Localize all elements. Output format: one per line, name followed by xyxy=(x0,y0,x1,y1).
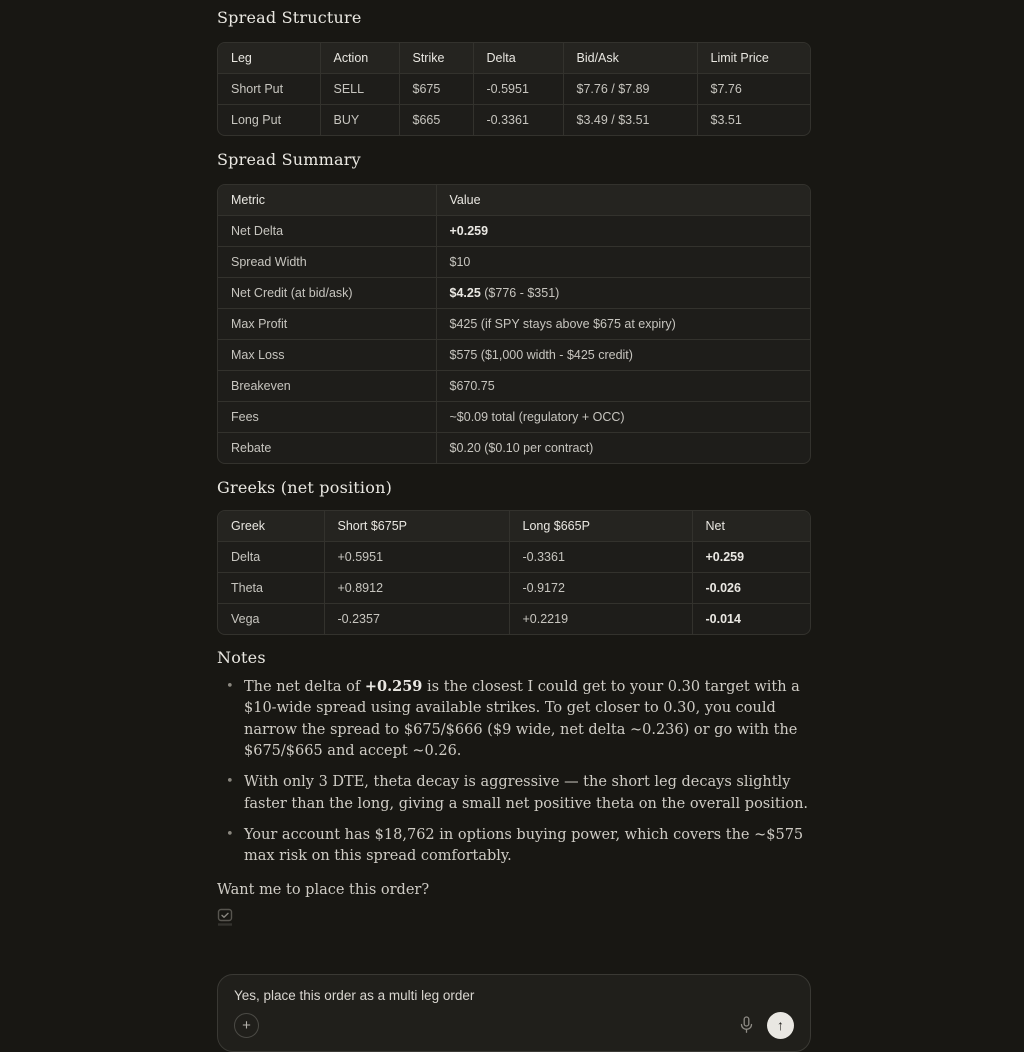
spread-structure-heading: Spread Structure xyxy=(217,8,362,27)
cell-strike: $665 xyxy=(399,105,473,136)
cell-limit-price: $3.51 xyxy=(697,105,811,136)
cell-leg: Short Put xyxy=(218,74,320,105)
table-row xyxy=(218,216,811,247)
note-text: Your account has $18,762 in options buying power, which covers the ~$575 max risk on this spread comfortably. xyxy=(244,826,804,865)
table-row xyxy=(218,340,811,371)
cell-net: -0.026 xyxy=(692,573,811,604)
cell-metric: Net Delta xyxy=(218,216,436,247)
greeks-heading: Greeks (net position) xyxy=(217,478,393,497)
cell-long: +0.2219 xyxy=(509,604,692,635)
col-header-value: Value xyxy=(436,185,811,216)
table-row xyxy=(218,309,811,340)
cell-bidask: $7.76 / $7.89 xyxy=(563,74,697,105)
microphone-button[interactable] xyxy=(739,1016,754,1034)
cell-metric: Rebate xyxy=(218,433,436,464)
note-text-bold: +0.259 xyxy=(364,678,423,695)
cell-value xyxy=(436,402,811,433)
col-header-action: Action xyxy=(320,43,399,74)
cell-greek: Theta xyxy=(218,573,324,604)
cell-leg: Long Put xyxy=(218,105,320,136)
cell-metric: Breakeven xyxy=(218,371,436,402)
value-rest: $0.20 ($0.10 per contract) xyxy=(449,441,594,455)
table-row xyxy=(218,105,811,136)
cell-net: +0.259 xyxy=(692,542,811,573)
col-header-short-leg: Short $675P xyxy=(324,511,509,542)
note-text: The net delta of xyxy=(244,679,365,695)
notes-list xyxy=(217,676,811,868)
cell-value xyxy=(436,309,811,340)
spread-summary-heading: Spread Summary xyxy=(217,150,361,169)
table-row xyxy=(218,573,811,604)
cell-value xyxy=(436,278,811,309)
col-header-limit-price: Limit Price xyxy=(697,43,811,74)
cell-metric: Max Profit xyxy=(218,309,436,340)
cell-delta: -0.3361 xyxy=(473,105,563,136)
bullet-icon: • xyxy=(226,679,234,694)
arrow-up-icon: ↑ xyxy=(777,1017,784,1033)
value-rest: ($776 - $351) xyxy=(480,286,560,300)
cell-greek: Vega xyxy=(218,604,324,635)
closing-question: Want me to place this order? xyxy=(217,881,430,898)
value-rest: $670.75 xyxy=(449,379,495,393)
cell-net: -0.014 xyxy=(692,604,811,635)
cell-metric: Spread Width xyxy=(218,247,436,278)
cell-value xyxy=(436,433,811,464)
checkbox-check-icon[interactable] xyxy=(217,908,234,930)
table-row xyxy=(218,402,811,433)
cell-greek: Delta xyxy=(218,542,324,573)
col-header-net: Net xyxy=(692,511,811,542)
col-header-long-leg: Long $665P xyxy=(509,511,692,542)
cell-long: -0.9172 xyxy=(509,573,692,604)
col-header-greek: Greek xyxy=(218,511,324,542)
microphone-icon xyxy=(739,1016,754,1034)
attach-plus-button[interactable] xyxy=(234,1013,259,1038)
col-header-leg: Leg xyxy=(218,43,320,74)
plus-icon: + xyxy=(242,1016,251,1034)
spread-structure-table xyxy=(217,42,811,136)
col-header-strike: Strike xyxy=(399,43,473,74)
cell-value xyxy=(436,247,811,278)
cell-metric: Net Credit (at bid/ask) xyxy=(218,278,436,309)
message-actions xyxy=(217,908,811,928)
table-row xyxy=(218,74,811,105)
col-header-metric: Metric xyxy=(218,185,436,216)
composer-input[interactable]: Yes, place this order as a multi leg order xyxy=(234,987,475,1003)
note-text: is the closest I could get to your 0.30 target with a $10-wide spread using available strikes. To get closer to 0.30, you could narrow the spread to $675/$666 ($9 wide, net delta ~0.236) or go with the $675/$665 and accept ~0.26. xyxy=(244,679,800,759)
cell-short: +0.8912 xyxy=(324,573,509,604)
value-bold: $4.25 xyxy=(449,286,481,300)
value-rest: $425 (if SPY stays above $675 at expiry) xyxy=(449,317,676,331)
col-header-delta: Delta xyxy=(473,43,563,74)
composer-right-controls xyxy=(739,1012,794,1039)
cell-strike: $675 xyxy=(399,74,473,105)
cell-value xyxy=(436,340,811,371)
table-row xyxy=(218,604,811,635)
notes-heading: Notes xyxy=(217,648,266,667)
cell-short: +0.5951 xyxy=(324,542,509,573)
list-item xyxy=(217,771,811,815)
table-row xyxy=(218,433,811,464)
cell-short: -0.2357 xyxy=(324,604,509,635)
cell-delta: -0.5951 xyxy=(473,74,563,105)
chat-message-content xyxy=(217,0,811,1052)
cell-bidask: $3.49 / $3.51 xyxy=(563,105,697,136)
cell-metric: Max Loss xyxy=(218,340,436,371)
table-row xyxy=(218,247,811,278)
cell-limit-price: $7.76 xyxy=(697,74,811,105)
table-header-row xyxy=(218,43,811,74)
table-header-row xyxy=(218,511,811,542)
cell-long: -0.3361 xyxy=(509,542,692,573)
bullet-icon: • xyxy=(226,826,234,842)
value-rest: $10 xyxy=(449,255,471,269)
col-header-bidask: Bid/Ask xyxy=(563,43,697,74)
table-row xyxy=(218,371,811,402)
list-item xyxy=(217,824,811,868)
bullet-icon: • xyxy=(226,774,234,790)
cell-metric: Fees xyxy=(218,402,436,433)
spread-summary-table xyxy=(217,184,811,464)
cell-value xyxy=(436,371,811,402)
table-row xyxy=(218,278,811,309)
composer-toolbar xyxy=(234,1012,794,1039)
cell-value xyxy=(436,216,811,247)
table-row xyxy=(218,542,811,573)
message-composer[interactable] xyxy=(217,974,811,1052)
value-rest: ~$0.09 total (regulatory + OCC) xyxy=(449,410,625,424)
value-bold: +0.259 xyxy=(449,224,489,238)
greeks-table xyxy=(217,510,811,635)
table-header-row xyxy=(218,185,811,216)
note-text: With only 3 DTE, theta decay is aggressive — the short leg decays slightly faster than the long, giving a small net positive theta on the overall position. xyxy=(244,774,809,812)
cell-action: BUY xyxy=(320,105,399,136)
value-rest: $575 ($1,000 width - $425 credit) xyxy=(449,348,633,362)
list-item xyxy=(217,676,811,762)
send-button[interactable] xyxy=(767,1012,794,1039)
cell-action: SELL xyxy=(320,74,399,105)
